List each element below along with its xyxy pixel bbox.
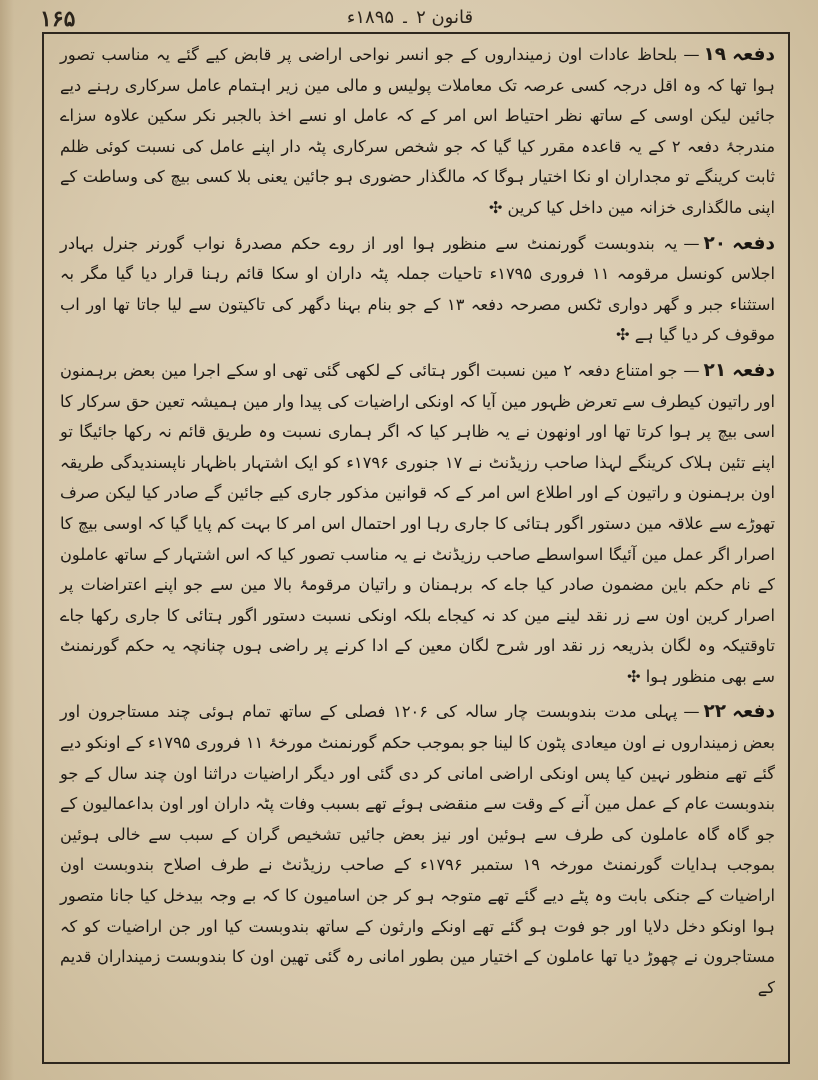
section-text: پہلی مدت بندوبست چار سالہ کی ۱۲۰۶ فصلی کے ساتھ تمام ہوئی چند مستاجرون اور بعض زمینداروں نے اون میعادی پٹون کا لینا جو بموجب حکم گورنمنٹ مورخۂ ۱۱ فروری ۱۷۹۵ء کے اونکو دیے گئے تھے منظور نہین کیا پس اونکی اراضی امانی کر دی گئی اور دیگر اراضیات دراثنا اون چند سال کے جو بندوبست عام کے عمل مین آنے کے وقت سے منقضی ہوئے تھے بسبب وفات پٹہ داران اور اون بداعمالیون کے جو گاہ گاہ عاملون کی طرف سے ہوئین اور نیز بعض جائیں تشخیص گران کے سبب سے خالی ہوئین بموجب ہدایات گورنمنٹ مورخہ ۱۹ ستمبر ۱۷۹۶ء کے صاحب رزیڈنٹ نے طرف اصلاح بندوبست اون اراضیات کے جنکی بابت وہ پٹے دیے گئے تھے متوجہ ہو کر جن اسامیون کا کہ بے وجہ بیدخل کیا جانا متصور ہوا اونکو دخل دلایا اور جو فوت ہو گئے تھے اونکے وارثون کے ساتھ بندوبست کیا اور جن اراضیات کو کہ مستاجرون نے چھوڑ دیا تھا عاملون کے اختیار مین بطور امانی رہ گئی تھین اون کا بندوبست زمینداران قدیم کے (60, 702, 775, 997)
section-text: بلحاظ عادات اون زمینداروں کے جو انسر نواحی اراضی پر قابض کیے گئے یہ مناسب تصور ہوا تھا کہ وہ اقل درجہ کسی عرصہ تک معاملات پولیس و مالی مین زیر اہتمام عامل سرکاری رہنے دیے جائین لیکن اوسی کے ساتھ نظر احتیاط اس امر کے کہ عامل او نسے اخذ بالجبر نکر سکین علاوہ سزاے مندرجۂ دفعہ ۲ کے یہ قاعدہ مقرر کیا گیا کہ جو شخص سرکاری پٹہ دار اپنے عامل کی نسبت کوئی ظلم ثابت کرینگے تو مجداران او نکا اختیار ہوگا کہ مالگذار حضوری ہو جائین یعنی بلا کسی بیچ کی وساطت کے اپنی مالگذاری خزانہ مین داخل کیا کرین ✣ (60, 45, 775, 217)
section-label: دفعہ (732, 359, 776, 381)
section-number: ۲۲ (703, 701, 727, 723)
section-dash: — (683, 702, 700, 722)
section-dash: — (683, 233, 700, 253)
section-text: یہ بندوبست گورنمنٹ سے منظور ہوا اور از روے حکم مصدرۂ نواب گورنر جنرل بہادر اجلاس کونسل مرقومہ ۱۱ فروری ۱۷۹۵ء تاحیات جملہ پٹہ داران او سکا قائم رہنا قرار دیا گیا مگر بہ استثناء جبر و گھر دواری ٹکس مصرحہ دفعہ ۱۳ کے جو بنام بہنا دگھر کی تاکیتون سے لیا جاتا تھا اور اب موقوف کر دیا گیا ہے ✣ (60, 233, 776, 345)
section-text: جو امتناع دفعہ ۲ مین نسبت اگور ہتائی کے لکھی گئی تھی او سکے اجرا مین بعض برہمنون اور راتیون کیطرف سے تعرض ظہور مین آیا کہ اونکی اراضیات کی پیدا وار مین ہمیشہ تعین حق سرکار کا اسی بیچ پر ہوا کرتا تھا اور اونھون نے یہ ظاہر کیا کہ اگر ہماری نسبت وہ طریق قائم نہ رکھا جائیگا تو اپنے تئین ہلاک کرینگے لہذا صاحب رزیڈنٹ نے ۱۷ جنوری ۱۷۹۶ء کو ایک اشتہار باظہار ناپسندیدگی طریقہ اون برہمنون و راتیون کے اور اطلاع اس امر کے کہ قوانین مذکور جاری کیے جائین گے صادر کیا لیکن صرف تھوڑے سے علاقہ مین دستور اگور ہتائی کا جاری رہا اور احتمال اس امر کا بہت کم پایا گیا کہ اوسی بیچ کا اصرار اگر عمل مین آئیگا اسواسطے صاحب رزیڈنٹ نے یہ مناسب تصور کیا کہ اس اشتہار کے ساتھ عاملون کے نام حکم باین مضمون صادر کیا جاے کہ برہمنان و راتیان مرقومۂ بالا مین سے جو اپنے اعتراضات پر اصرار کرین اون سے زر نقد لینے مین کد نہ کیجاے بلکہ اونکی نسبت دستور اگور ہتائی کا جاری رکھا جاے تاوقتیکہ وہ لگان بذریعہ زر نقد اور شرح لگان معین کے ادا کرنے پر راضی ہوں چنانچہ یہ حکم گورنمنٹ سے بھی منظور ہوا ✣ (60, 360, 775, 686)
section-dash: — (683, 360, 700, 380)
page-header (0, 4, 818, 34)
section-20 (60, 229, 775, 351)
section-number: ۲۱ (703, 359, 727, 381)
section-label: دفعہ (732, 701, 775, 723)
section-number: ۱۹ (703, 44, 727, 65)
section-19 (60, 40, 775, 224)
section-dash: — (683, 45, 700, 64)
section-number: ۲۰ (703, 232, 727, 254)
body-text (60, 40, 775, 1008)
page-number: ۱۶۵ (40, 6, 76, 32)
page-edge-shadow (0, 0, 14, 1080)
section-21 (60, 356, 775, 693)
section-label: دفعہ (732, 44, 775, 65)
section-label: دفعہ (732, 232, 775, 254)
running-title: قانون ۲ ۔ ۱۸۹۵ء (346, 7, 474, 28)
section-22 (60, 697, 775, 1003)
